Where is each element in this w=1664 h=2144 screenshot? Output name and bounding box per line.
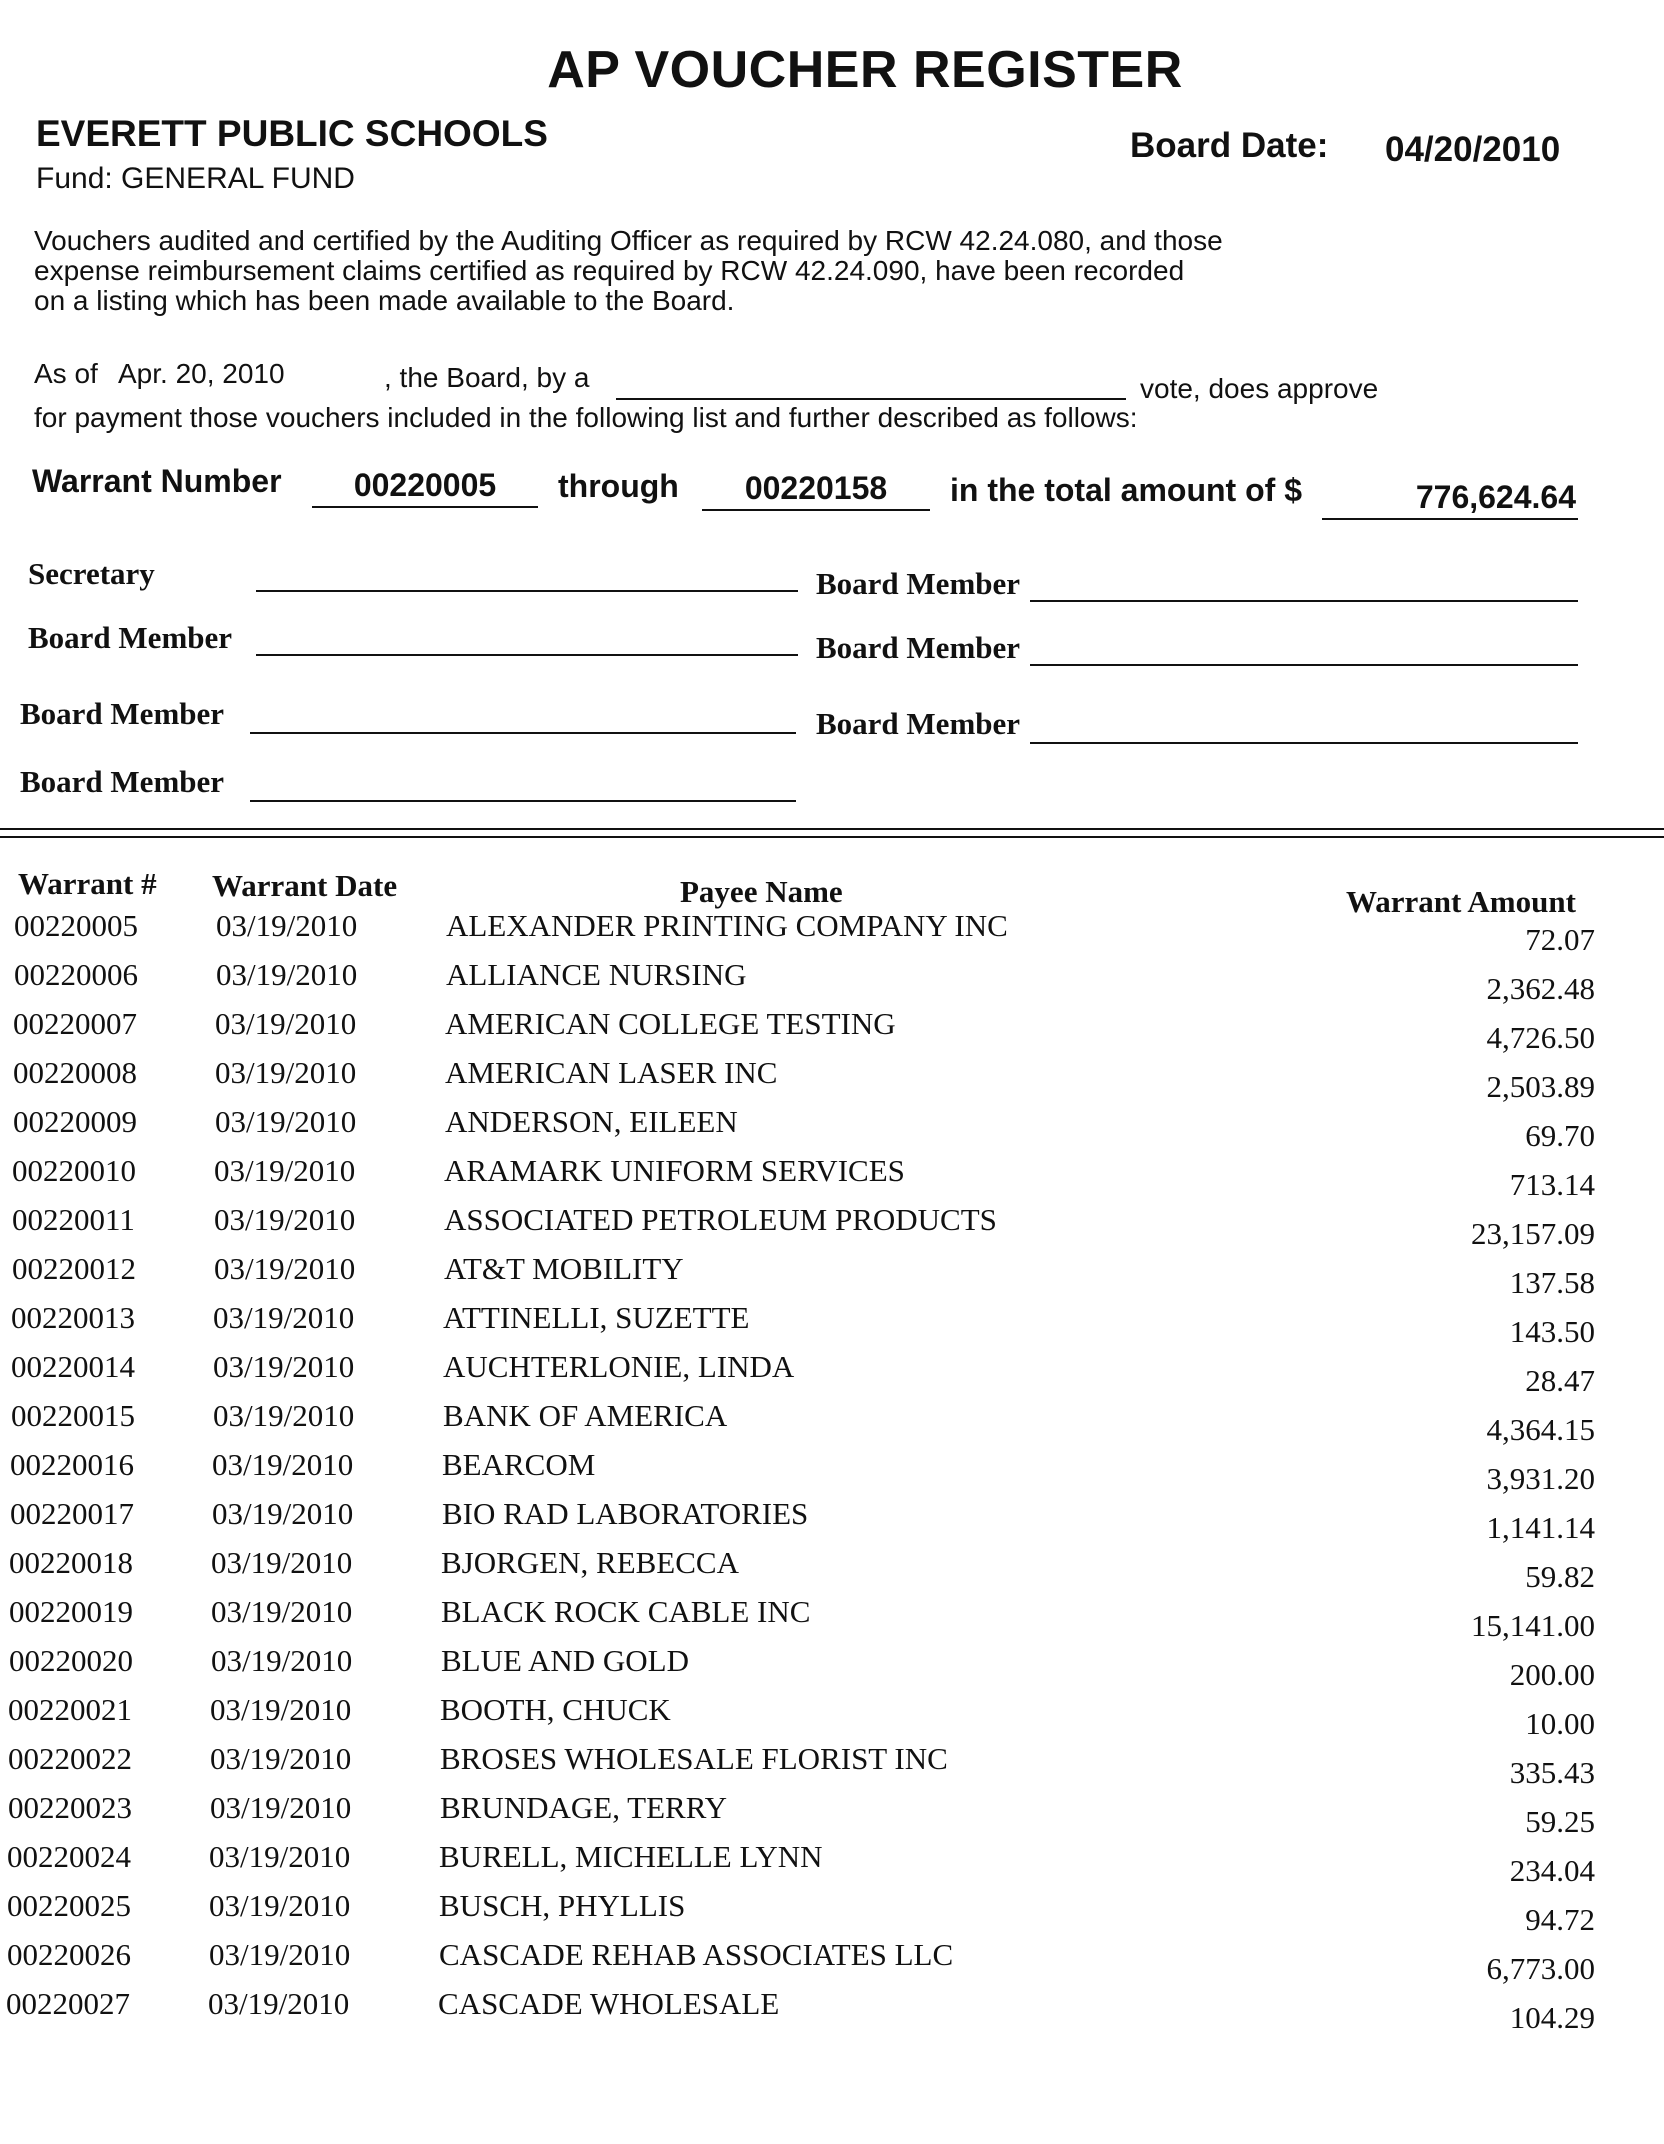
warrant-amount-cell: 2,503.89 — [1486, 1069, 1595, 1104]
warrant-date-cell: 03/19/2010 — [215, 1006, 357, 1041]
warrant-amount-cell: 713.14 — [1509, 1167, 1595, 1202]
payee-name-cell: CASCADE REHAB ASSOCIATES LLC — [439, 1937, 954, 1972]
section-divider — [0, 836, 1664, 838]
warrant-number-cell: 00220027 — [6, 1986, 130, 2021]
organization-name: EVERETT PUBLIC SCHOOLS — [36, 113, 548, 154]
warrant-date-cell: 03/19/2010 — [216, 908, 358, 943]
table-row — [0, 1055, 1664, 1104]
board-member-label: Board Member — [816, 706, 1021, 741]
warrant-number-cell: 00220026 — [7, 1937, 131, 1972]
table-row — [0, 1741, 1664, 1790]
header-payee-name: Payee Name — [680, 874, 843, 909]
board-date-value: 04/20/2010 — [1385, 130, 1561, 169]
secretary-signature-line — [256, 590, 798, 592]
warrant-number-cell: 00220008 — [13, 1055, 137, 1090]
total-amount-value: 776,624.64 — [1322, 479, 1578, 520]
warrant-number-cell: 00220010 — [12, 1153, 136, 1188]
board-by-a-text: , the Board, by a — [384, 362, 590, 393]
warrant-date-cell: 03/19/2010 — [213, 1300, 355, 1335]
warrant-date-cell: 03/19/2010 — [211, 1643, 353, 1678]
warrant-date-cell: 03/19/2010 — [212, 1496, 354, 1531]
vote-blank-line — [616, 398, 1126, 400]
section-divider — [0, 828, 1664, 830]
warrant-number-label: Warrant Number — [32, 463, 282, 499]
table-row — [0, 1839, 1664, 1888]
payee-name-cell: ASSOCIATED PETROLEUM PRODUCTS — [444, 1202, 997, 1237]
board-member-signature-line — [250, 800, 796, 802]
payee-name-cell: ANDERSON, EILEEN — [445, 1104, 738, 1139]
warrant-amount-cell: 59.25 — [1525, 1804, 1595, 1839]
payee-name-cell: AT&T MOBILITY — [444, 1251, 684, 1286]
as-of-date: Apr. 20, 2010 — [118, 358, 285, 389]
warrant-number-cell: 00220014 — [11, 1349, 135, 1384]
table-row — [0, 1790, 1664, 1839]
warrant-number-cell: 00220020 — [9, 1643, 133, 1678]
warrant-amount-cell: 2,362.48 — [1486, 971, 1595, 1006]
warrant-amount-cell: 200.00 — [1509, 1657, 1595, 1692]
table-row — [0, 1888, 1664, 1937]
warrant-date-cell: 03/19/2010 — [213, 1349, 355, 1384]
warrant-amount-cell: 143.50 — [1509, 1314, 1595, 1349]
payee-name-cell: BANK OF AMERICA — [443, 1398, 728, 1433]
payee-name-cell: AUCHTERLONIE, LINDA — [443, 1349, 795, 1384]
table-row — [0, 1594, 1664, 1643]
warrant-amount-cell: 3,931.20 — [1486, 1461, 1595, 1496]
warrant-date-cell: 03/19/2010 — [215, 1104, 357, 1139]
warrant-date-cell: 03/19/2010 — [214, 1202, 356, 1237]
warrant-date-cell: 03/19/2010 — [211, 1545, 353, 1580]
warrant-date-cell: 03/19/2010 — [213, 1398, 355, 1433]
table-row — [0, 1202, 1664, 1251]
warrant-number-cell: 00220013 — [11, 1300, 135, 1335]
warrant-number-cell: 00220016 — [10, 1447, 134, 1482]
payee-name-cell: ALEXANDER PRINTING COMPANY INC — [446, 908, 1008, 943]
secretary-label: Secretary — [28, 556, 155, 591]
warrant-amount-cell: 59.82 — [1525, 1559, 1595, 1594]
warrant-number-cell: 00220023 — [8, 1790, 132, 1825]
board-member-label: Board Member — [20, 696, 225, 731]
warrant-amount-cell: 69.70 — [1525, 1118, 1595, 1153]
table-row — [0, 1349, 1664, 1398]
header-warrant-date: Warrant Date — [212, 868, 398, 903]
table-row — [0, 1692, 1664, 1741]
board-member-label: Board Member — [816, 630, 1021, 665]
board-member-signature-line — [1030, 742, 1578, 744]
table-row — [0, 1496, 1664, 1545]
board-member-signature-line — [1030, 664, 1578, 666]
table-row — [0, 1986, 1664, 2035]
warrant-date-cell: 03/19/2010 — [209, 1888, 351, 1923]
payee-name-cell: AMERICAN COLLEGE TESTING — [445, 1006, 896, 1041]
warrant-amount-cell: 94.72 — [1525, 1902, 1595, 1937]
certification-line: Vouchers audited and certified by the Auditing Officer as required by RCW 42.24.080, and those — [34, 225, 1223, 256]
as-of-label: As of — [34, 358, 98, 389]
warrant-date-cell: 03/19/2010 — [209, 1937, 351, 1972]
board-member-signature-line — [256, 654, 798, 656]
warrant-date-cell: 03/19/2010 — [210, 1790, 352, 1825]
warrant-amount-cell: 234.04 — [1509, 1853, 1595, 1888]
payee-name-cell: ARAMARK UNIFORM SERVICES — [444, 1153, 905, 1188]
table-row — [0, 1153, 1664, 1202]
warrant-number-cell: 00220011 — [12, 1202, 135, 1237]
payee-name-cell: BOOTH, CHUCK — [440, 1692, 671, 1727]
warrant-number-cell: 00220009 — [13, 1104, 137, 1139]
payee-name-cell: ATTINELLI, SUZETTE — [443, 1300, 750, 1335]
table-row — [0, 908, 1664, 957]
table-row — [0, 1006, 1664, 1055]
warrant-number-cell: 00220022 — [8, 1741, 132, 1776]
table-row — [0, 1937, 1664, 1986]
warrant-number-cell: 00220012 — [12, 1251, 136, 1286]
warrant-from: 00220005 — [312, 467, 538, 508]
board-member-label: Board Member — [28, 620, 233, 655]
board-member-label: Board Member — [816, 566, 1021, 601]
total-amount-label: in the total amount of $ — [950, 472, 1302, 508]
certification-line: expense reimbursement claims certified as required by RCW 42.24.090, have been recorded — [34, 255, 1185, 286]
table-row — [0, 1398, 1664, 1447]
payee-name-cell: BURELL, MICHELLE LYNN — [439, 1839, 823, 1874]
warrant-amount-cell: 1,141.14 — [1486, 1510, 1595, 1545]
payee-name-cell: BJORGEN, REBECCA — [441, 1545, 739, 1580]
warrant-number-cell: 00220024 — [7, 1839, 131, 1874]
warrant-number-cell: 00220025 — [7, 1888, 131, 1923]
payee-name-cell: BROSES WHOLESALE FLORIST INC — [440, 1741, 948, 1776]
warrant-date-cell: 03/19/2010 — [208, 1986, 350, 2021]
payee-name-cell: BEARCOM — [442, 1447, 596, 1482]
board-member-signature-line — [250, 732, 796, 734]
warrant-date-cell: 03/19/2010 — [210, 1692, 352, 1727]
table-row — [0, 1104, 1664, 1153]
table-row — [0, 1447, 1664, 1496]
table-row — [0, 1251, 1664, 1300]
warrant-to: 00220158 — [702, 470, 930, 511]
warrant-number-cell: 00220018 — [9, 1545, 133, 1580]
payee-name-cell: BRUNDAGE, TERRY — [440, 1790, 728, 1825]
payee-name-cell: ALLIANCE NURSING — [446, 957, 747, 992]
warrant-number-cell: 00220019 — [9, 1594, 133, 1629]
fund-line: Fund: GENERAL FUND — [36, 162, 355, 195]
warrant-amount-cell: 335.43 — [1509, 1755, 1595, 1790]
warrant-date-cell: 03/19/2010 — [214, 1153, 356, 1188]
certification-line: on a listing which has been made available to the Board. — [34, 285, 735, 316]
warrant-date-cell: 03/19/2010 — [210, 1741, 352, 1776]
payee-name-cell: BIO RAD LABORATORIES — [442, 1496, 809, 1531]
board-date-label: Board Date: — [1130, 126, 1329, 165]
warrant-number-cell: 00220005 — [14, 908, 138, 943]
board-member-label: Board Member — [20, 764, 225, 799]
payee-name-cell: BLACK ROCK CABLE INC — [441, 1594, 811, 1629]
warrant-number-cell: 00220021 — [8, 1692, 132, 1727]
warrant-amount-cell: 6,773.00 — [1486, 1951, 1595, 1986]
document-title: AP VOUCHER REGISTER — [547, 41, 1183, 99]
warrant-number-cell: 00220006 — [14, 957, 138, 992]
payment-text: for payment those vouchers included in the following list and further described as follows: — [34, 402, 1138, 433]
table-row — [0, 1643, 1664, 1692]
warrant-amount-cell: 4,726.50 — [1486, 1020, 1595, 1055]
through-label: through — [558, 468, 679, 504]
warrant-amount-cell: 28.47 — [1525, 1363, 1595, 1398]
table-row — [0, 1300, 1664, 1349]
warrant-amount-cell: 137.58 — [1509, 1265, 1595, 1300]
table-row — [0, 1545, 1664, 1594]
table-row — [0, 957, 1664, 1006]
warrant-date-cell: 03/19/2010 — [211, 1594, 353, 1629]
warrant-amount-cell: 15,141.00 — [1471, 1608, 1595, 1643]
warrant-date-cell: 03/19/2010 — [216, 957, 358, 992]
header-warrant-number: Warrant # — [18, 866, 157, 901]
payee-name-cell: AMERICAN LASER INC — [445, 1055, 778, 1090]
warrant-number-cell: 00220015 — [11, 1398, 135, 1433]
vote-approve-text: vote, does approve — [1140, 373, 1379, 404]
payee-name-cell: BLUE AND GOLD — [441, 1643, 689, 1678]
board-member-signature-line — [1030, 600, 1578, 602]
warrant-number-cell: 00220017 — [10, 1496, 134, 1531]
payee-name-cell: CASCADE WHOLESALE — [438, 1986, 780, 2021]
warrant-amount-cell: 10.00 — [1525, 1706, 1595, 1741]
payee-name-cell: BUSCH, PHYLLIS — [439, 1888, 686, 1923]
warrant-date-cell: 03/19/2010 — [209, 1839, 351, 1874]
warrant-amount-cell: 104.29 — [1509, 2000, 1595, 2035]
warrant-amount-cell: 72.07 — [1525, 922, 1595, 957]
warrant-date-cell: 03/19/2010 — [212, 1447, 354, 1482]
header-warrant-amount: Warrant Amount — [1346, 884, 1576, 919]
warrant-amount-cell: 23,157.09 — [1471, 1216, 1595, 1251]
warrant-amount-cell: 4,364.15 — [1486, 1412, 1595, 1447]
warrant-date-cell: 03/19/2010 — [214, 1251, 356, 1286]
certification-paragraph — [34, 226, 1414, 316]
warrant-date-cell: 03/19/2010 — [215, 1055, 357, 1090]
warrant-number-cell: 00220007 — [13, 1006, 137, 1041]
